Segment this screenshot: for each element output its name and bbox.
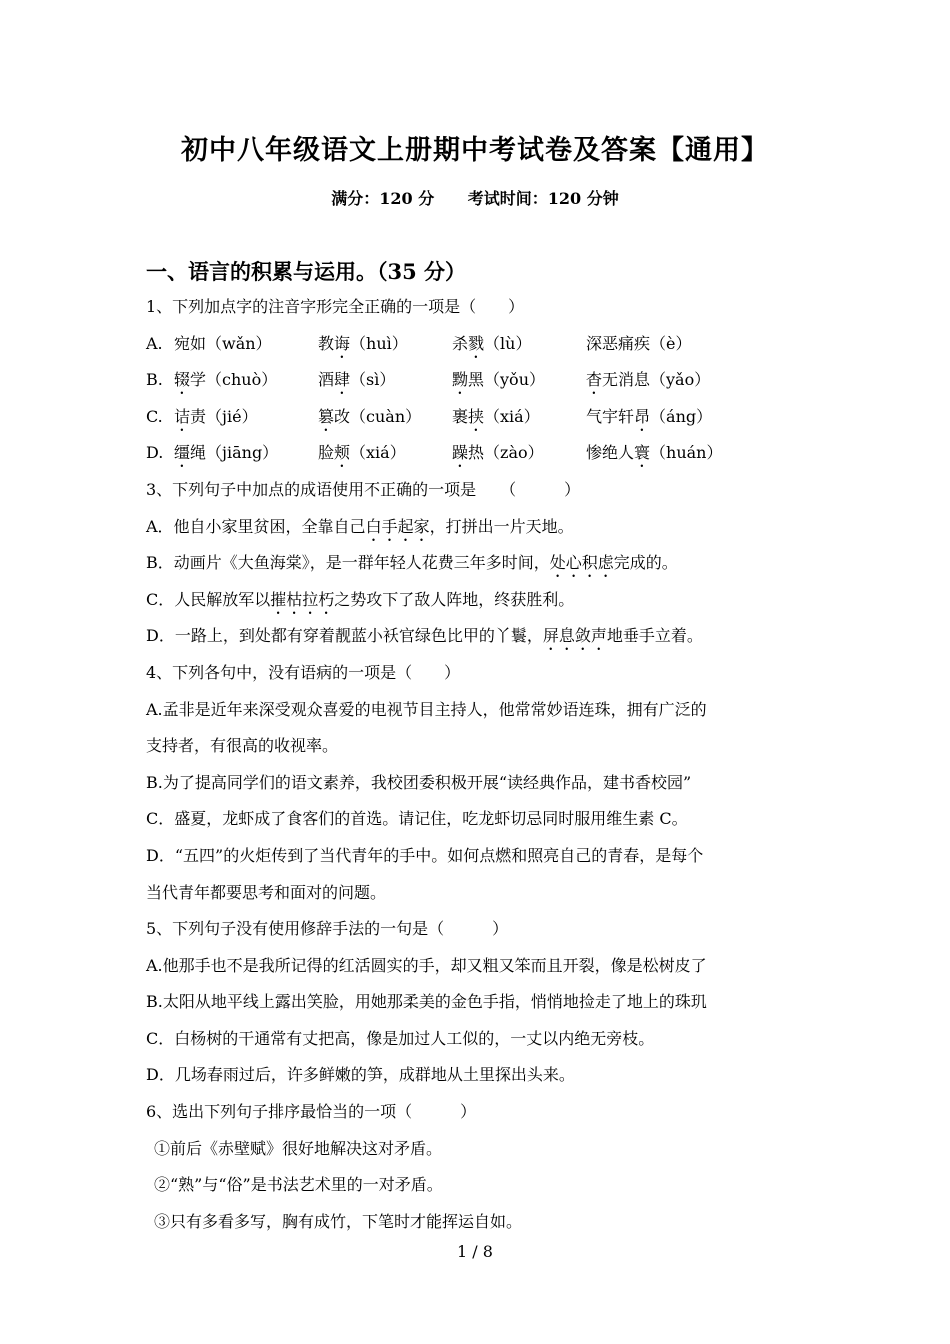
dotted-char: 戮 (468, 333, 485, 353)
question-stem: 4、下列各句中，没有语病的一项是（ ） (146, 662, 461, 682)
option-row (146, 326, 816, 363)
option-item (452, 326, 586, 363)
question-stem: 6、选出下列句子排序最恰当的一项（ ） (146, 1102, 477, 1122)
option-label: A. (146, 333, 163, 353)
question-list (146, 289, 816, 1240)
option-line: C．盛夏，龙虾成了食客们的首选。请记住，吃龙虾切忌同时服用维生素 C。 (146, 809, 688, 829)
option-label: C. (146, 406, 163, 426)
option-text: 无消息（yǎo） (602, 370, 711, 390)
option-text: （sì） (350, 370, 396, 390)
option-text: ，打拼出一片天地。 (429, 516, 574, 536)
option-text: 绳（jiāng） (190, 443, 279, 463)
option-line: 当代青年都要思考和面对的问题。 (146, 882, 387, 902)
option-text: （xiá） (350, 443, 406, 463)
exam-meta (0, 186, 950, 209)
option-text: 地垂手立着。 (606, 626, 703, 646)
option-line: D．“五四”的火炬传到了当代青年的手中。如何点燃和照亮自己的青春，是每个 (146, 845, 704, 865)
sentence-line: ①前后《赤壁赋》很好地解决这对矛盾。 (154, 1138, 443, 1158)
option-text: （huì） (350, 333, 408, 353)
option-text: 黑（yǒu） (468, 370, 545, 390)
dotted-char: 昂 (634, 406, 651, 426)
option-text: 惨绝人 (586, 443, 635, 463)
option-line: B.太阳从地平线上露出笑脸，用她那柔美的金色手指，悄悄地捡走了地上的珠玑 (146, 992, 707, 1012)
option-line: B.为了提高同学们的语文素养，我校团委积极开展“读经典作品，建书香校园” (146, 772, 692, 792)
option-line: 支持者，有很高的收视率。 (146, 736, 339, 756)
option-item (174, 399, 318, 436)
dotted-char: 寰 (634, 443, 651, 463)
dotted-idiom: 摧枯拉朽 (270, 589, 335, 609)
option-item (318, 362, 452, 399)
option-label: D. (146, 443, 164, 463)
option-text: 酒 (318, 370, 335, 390)
option-text: A．他自小家里贫困，全靠自己 (146, 516, 366, 536)
option-text: 完成的。 (613, 553, 678, 573)
option-text: 宛 (174, 333, 191, 353)
option-item (586, 326, 786, 363)
option-item (318, 326, 452, 363)
option-text: D．一路上，到处都有穿着靓蓝小袄官绿色比甲的丫鬟， (146, 626, 543, 646)
dotted-char: 杳 (586, 370, 603, 390)
option-text: 教 (318, 333, 335, 353)
sentence-line: ③只有多看多写，胸有成竹，下笔时才能挥运自如。 (154, 1211, 523, 1231)
dotted-char: 诲 (334, 333, 351, 353)
option-line: A.他那手也不是我所记得的红活圆实的手，却又粗又笨而且开裂，像是松树皮了 (146, 955, 707, 975)
option-text: （huán） (650, 443, 723, 463)
option-text: B．动画片《大鱼海棠》，是一群年轻人花费三年多时间， (146, 553, 550, 573)
option-text: 学（chuò） (190, 370, 278, 390)
option-text: 责（jié） (190, 406, 258, 426)
option-text: 热（zào） (468, 443, 544, 463)
option-text: 改（cuàn） (334, 406, 422, 426)
page-title: 初中八年级语文上册期中考试卷及答案【通用】 (181, 135, 769, 166)
sentence-line: ②“熟”与“俗”是书法艺术里的一对矛盾。 (154, 1175, 443, 1195)
option-item (452, 435, 586, 472)
option-text: 如（wǎn） (190, 333, 272, 353)
option-item (452, 399, 586, 436)
option-text: 裹 (452, 406, 469, 426)
dotted-idiom: 白手起家 (365, 516, 430, 536)
exam-time: 考试时间：120 分钟 (467, 189, 619, 208)
dotted-char: 躁 (452, 443, 469, 463)
dotted-char: 诘 (174, 406, 191, 426)
option-text: （áng） (650, 406, 713, 426)
option-row (146, 435, 816, 472)
option-line: C．白杨树的干通常有丈把高，像是加过人工似的，一丈以内绝无旁枝。 (146, 1028, 655, 1048)
question-stem: 5、下列句子没有使用修辞手法的一句是（ ） (146, 919, 509, 939)
dotted-char: 挟 (468, 406, 485, 426)
option-text: （xiá） (484, 406, 540, 426)
question-stem: 1、下列加点字的注音字形完全正确的一项是（ ） (146, 297, 525, 316)
dotted-char: 肆 (334, 370, 351, 390)
option-line: D．几场春雨过后，许多鲜嫩的笋，成群地从土里探出头来。 (146, 1065, 575, 1085)
option-item (586, 399, 786, 436)
option-line: A.孟非是近年来深受观众喜爱的电视节目主持人，他常常妙语连珠，拥有广泛的 (146, 699, 707, 719)
option-line (146, 509, 816, 546)
option-item (174, 326, 318, 363)
section-heading: 一、语言的积累与运用。（35 分） (146, 259, 467, 284)
option-text: C．人民解放军以 (146, 589, 271, 609)
option-label: B. (146, 370, 163, 390)
dotted-char: 颊 (334, 443, 351, 463)
dotted-char: 缰 (174, 443, 191, 463)
option-item (586, 362, 786, 399)
option-text: 杀 (452, 333, 469, 353)
full-marks: 满分：120 分 (331, 189, 435, 208)
option-item (452, 362, 586, 399)
option-item (174, 362, 318, 399)
option-row (146, 399, 816, 436)
dotted-idiom: 处心积虑 (549, 553, 614, 573)
dotted-char: 黝 (452, 370, 469, 390)
option-text: 气宇轩 (586, 406, 635, 426)
option-item (318, 399, 452, 436)
option-item (318, 435, 452, 472)
page-number: 1 / 8 (457, 1242, 493, 1261)
option-line (146, 582, 816, 619)
dotted-char: 辍 (174, 370, 191, 390)
option-text: 深恶痛疾（è） (586, 333, 692, 353)
option-row (146, 362, 816, 399)
option-text: （lù） (484, 333, 532, 353)
option-item (174, 435, 318, 472)
option-text: 之势攻下了敌人阵地，终获胜利。 (334, 589, 575, 609)
option-line (146, 618, 816, 655)
dotted-idiom: 屏息敛声 (542, 626, 607, 646)
question-stem: 3、下列句子中加点的成语使用不正确的一项是 （ ） (146, 479, 581, 499)
dotted-char: 篡 (318, 406, 335, 426)
option-text: 脸 (318, 443, 335, 463)
option-item (586, 435, 786, 472)
option-line (146, 545, 816, 582)
